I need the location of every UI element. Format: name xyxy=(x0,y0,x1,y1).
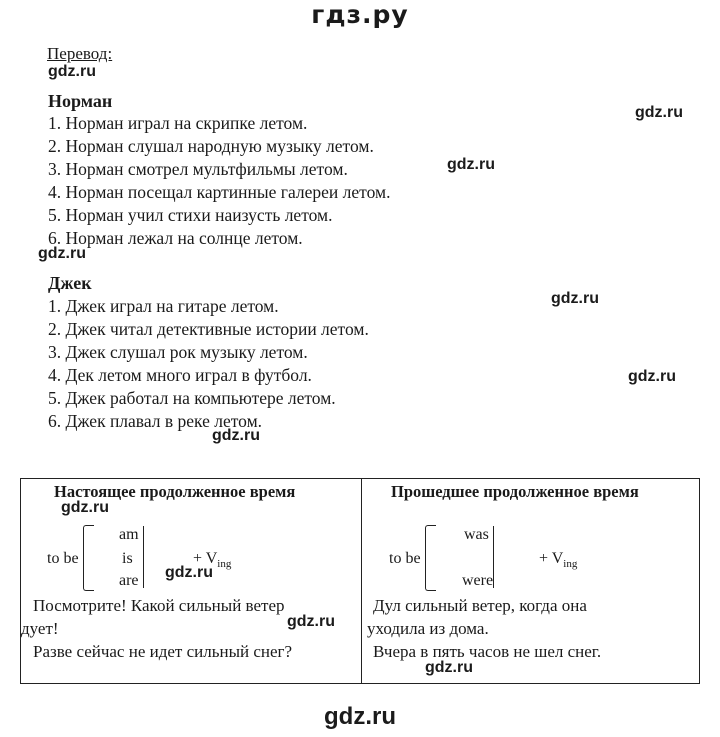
translation-label: Перевод: xyxy=(47,44,113,63)
left-bracket xyxy=(83,525,94,591)
norman-item: 4. Норман посещал картинные галереи летом. xyxy=(48,182,391,202)
jack-item: 5. Джек работал на компьютере летом. xyxy=(48,388,336,408)
present-example: дует! xyxy=(21,619,59,638)
past-example: Дул сильный ветер, когда она xyxy=(373,596,587,615)
watermark: gdz.ru xyxy=(212,427,260,444)
past-example: уходила из дома. xyxy=(367,619,489,638)
watermark: gdz.ru xyxy=(447,156,495,173)
plus-v-ing: + $V_{ing}$ xyxy=(193,550,232,570)
footer-watermark: gdz.ru xyxy=(324,703,396,730)
watermark: gdz.ru xyxy=(61,499,109,516)
column-divider xyxy=(361,479,362,683)
jack-heading: Джек xyxy=(48,273,92,293)
norman-item: 3. Норман смотрел мультфильмы летом. xyxy=(48,159,348,179)
to-be-label: to be xyxy=(389,550,421,567)
form-were: were xyxy=(462,572,494,589)
present-example: Посмотрите! Какой сильный ветер xyxy=(33,596,285,615)
form-am: am xyxy=(119,526,139,543)
norman-item: 5. Норман учил стихи наизусть летом. xyxy=(48,205,333,225)
left-bracket xyxy=(425,525,436,591)
jack-item: 6. Джек плавал в реке летом. xyxy=(48,411,263,431)
watermark: gdz.ru xyxy=(425,659,473,676)
jack-item: 2. Джек читал детективные истории летом. xyxy=(48,319,369,339)
plus-v-ing: + $V_{ing}$ xyxy=(539,550,578,570)
grammar-table xyxy=(20,478,700,684)
norman-heading: Норман xyxy=(48,91,113,111)
watermark: gdz.ru xyxy=(165,564,213,581)
past-continuous-heading: Прошедшее продолженное время xyxy=(391,482,639,501)
watermark: gdz.ru xyxy=(287,613,335,630)
watermark: gdz.ru xyxy=(628,368,676,385)
right-brace xyxy=(141,526,144,588)
watermark: gdz.ru xyxy=(551,290,599,307)
past-example: Вчера в пять часов не шел снег. xyxy=(373,642,602,661)
present-continuous-heading: Настоящее продолженное время xyxy=(54,482,296,501)
watermark: gdz.ru xyxy=(38,245,86,262)
jack-item: 4. Дек летом много играл в футбол. xyxy=(48,365,312,385)
watermark: gdz.ru xyxy=(48,63,96,80)
norman-item: 1. Норман играл на скрипке летом. xyxy=(48,113,308,133)
jack-item: 3. Джек слушал рок музыку летом. xyxy=(48,342,308,362)
present-example: Разве сейчас не идет сильный снег? xyxy=(33,642,293,661)
form-is: is xyxy=(122,550,133,567)
form-are: are xyxy=(119,572,139,589)
norman-item: 2. Норман слушал народную музыку летом. xyxy=(48,136,374,156)
jack-item: 1. Джек играл на гитаре летом. xyxy=(48,296,279,316)
watermark: gdz.ru xyxy=(635,104,683,121)
norman-item: 6. Норман лежал на солнце летом. xyxy=(48,228,303,248)
right-brace xyxy=(491,526,494,588)
site-title: гдз.ру xyxy=(311,0,409,29)
to-be-label: to be xyxy=(47,550,79,567)
form-was: was xyxy=(464,526,489,543)
